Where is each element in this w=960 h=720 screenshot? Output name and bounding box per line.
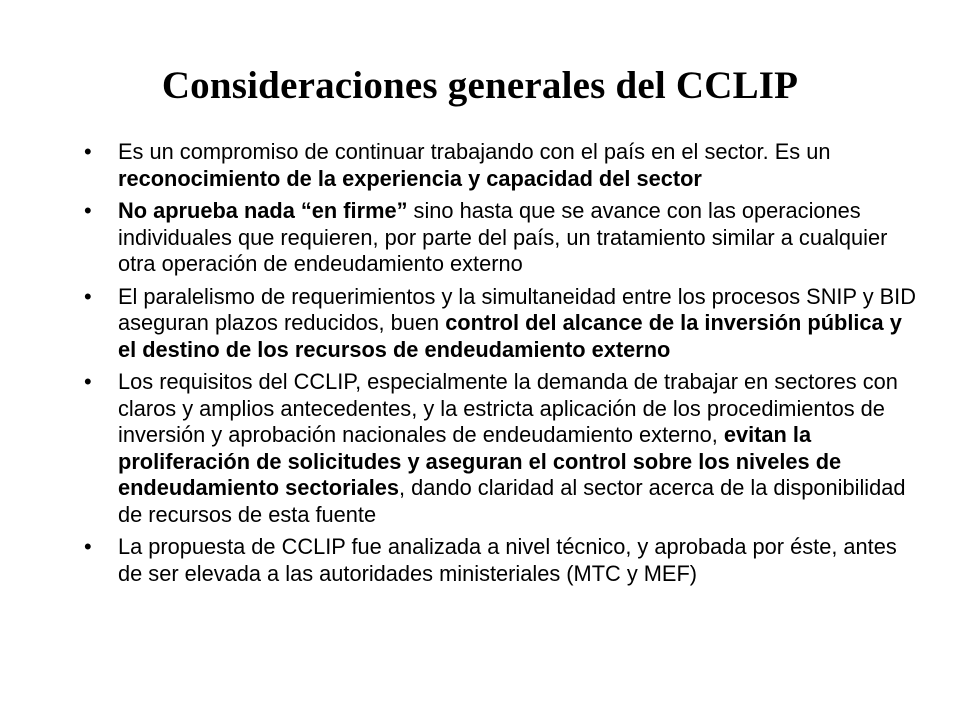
bullet-item bbox=[0, 198, 918, 278]
bullet-marker: • bbox=[84, 283, 92, 309]
bullet-item bbox=[0, 369, 918, 528]
bullet-text-bold: control del alcance de la inversión pública y el destino de los recursos de endeudamiento externo bbox=[118, 310, 902, 362]
bullet-text: La propuesta de CCLIP fue analizada a nivel técnico, y aprobada por éste, antes de ser elevada a las autoridades ministeriales (MTC y MEF) bbox=[118, 534, 897, 586]
bullet-marker: • bbox=[84, 534, 92, 559]
bullet-text-bold: No aprueba nada “en firme” bbox=[118, 198, 408, 223]
bullet-list bbox=[0, 139, 960, 593]
bullet-item bbox=[0, 284, 918, 364]
bullet-text-bold: evitan la proliferación de solicitudes y aseguran el control sobre los niveles de endeudamiento sectoriales bbox=[118, 422, 842, 500]
slide-title: Consideraciones generales del CCLIP bbox=[161, 64, 799, 107]
bullet-marker: • bbox=[84, 198, 92, 223]
bullet-text: Es un compromiso de continuar trabajando con el país en el sector. Es un bbox=[118, 139, 831, 164]
bullet-text: , dando claridad al sector acerca de la disponibilidad de recursos de esta fuente bbox=[118, 475, 906, 527]
bullet-text: Los requisitos del CCLIP, especialmente la demanda de trabajar en sectores con claros y amplios antecedentes, y la estricta aplicación de los procedimientos de inversión y aprobación nacionales de endeudamiento externo, bbox=[118, 369, 898, 447]
bullet-item bbox=[0, 139, 918, 192]
bullet-marker: • bbox=[84, 139, 92, 164]
bullet-item bbox=[0, 534, 918, 587]
bullet-marker: • bbox=[84, 369, 92, 394]
bullet-text-bold: reconocimiento de la experiencia y capacidad del sector bbox=[118, 165, 702, 191]
bullet-text: El paralelismo de requerimientos y la simultaneidad entre los procesos SNIP y BID aseguran plazos reducidos, buen bbox=[118, 283, 916, 335]
bullet-text: sino hasta que se avance con las operaciones individuales que requieren, por parte del país, un tratamiento similar a cualquier otra operación de endeudamiento externo bbox=[118, 198, 888, 276]
